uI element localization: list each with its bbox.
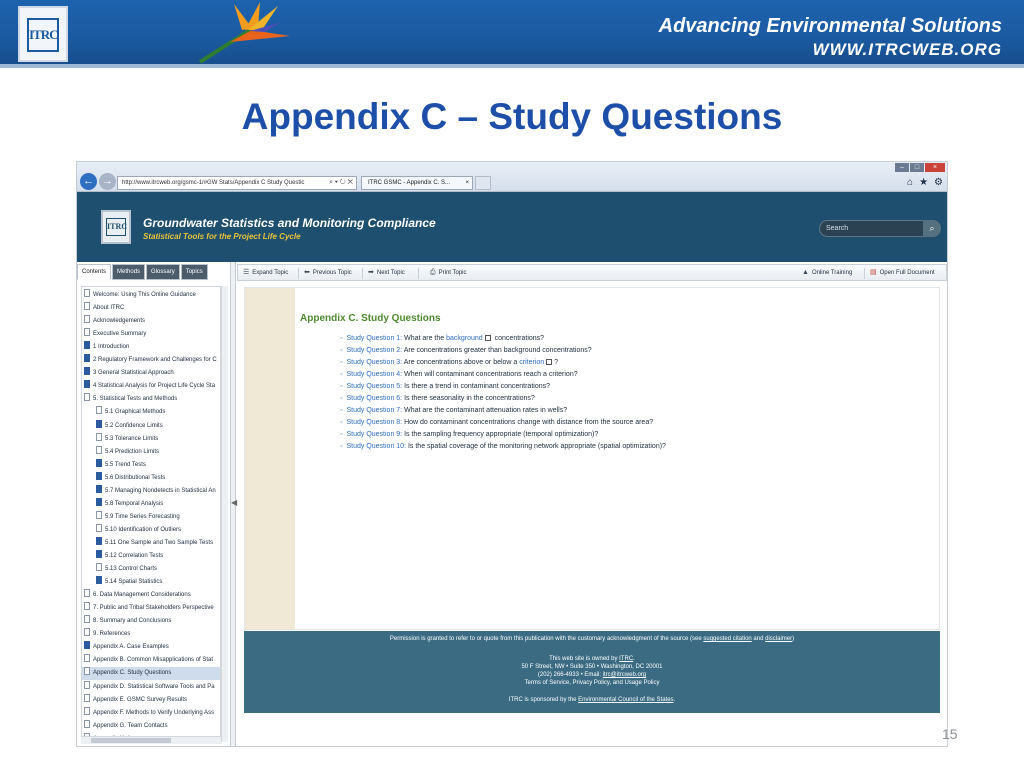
tree-item-label: 5.5 Trend Tests: [105, 461, 146, 468]
banner-url: WWW.ITRCWEB.ORG: [812, 40, 1002, 59]
bird-of-paradise-icon: [190, 0, 300, 64]
book-icon: [96, 537, 102, 545]
window-controls: [894, 163, 945, 172]
glossary-popup-icon[interactable]: [546, 359, 552, 365]
glossary-term-link[interactable]: background: [446, 335, 483, 342]
study-question-link[interactable]: Study Question 10:: [346, 443, 407, 450]
permission-pre: Permission is granted to refer to or quote from this publication with the customary acknowledgment of the source (see: [389, 636, 704, 642]
book-icon: [96, 576, 102, 584]
content-title: Appendix C. Study Questions: [300, 313, 441, 324]
book-icon: [96, 420, 102, 428]
tree-item[interactable]: [82, 681, 221, 694]
tree-item-label: Appendix E. GSMC Survey Results: [93, 696, 188, 703]
content-stripe: [245, 288, 295, 629]
topic-toolbar: [237, 264, 947, 281]
address-bar[interactable]: [117, 176, 357, 190]
tree-item[interactable]: [82, 472, 221, 485]
question-text: Is there seasonality in the concentrations?: [402, 395, 535, 402]
search-input[interactable]: [819, 220, 941, 237]
address-text: 50 F Street, NW • Suite 350 • Washington, DC 20001: [521, 664, 663, 670]
bullet-icon: ◦: [340, 395, 343, 402]
study-question-link[interactable]: Study Question 1:: [346, 335, 403, 342]
tree-item[interactable]: [82, 628, 221, 641]
book-icon: [96, 498, 102, 506]
itrc-link[interactable]: ITRC: [619, 656, 634, 662]
study-question-list: [340, 333, 930, 453]
page-icon: [96, 511, 102, 519]
tree-item[interactable]: [82, 641, 221, 654]
sponsor-text: [244, 696, 940, 704]
study-question-link[interactable]: Study Question 4:: [346, 371, 403, 378]
browser-screenshot: [76, 161, 948, 747]
minimize-button[interactable]: –: [895, 163, 909, 172]
tab-close-icon[interactable]: ×: [465, 180, 469, 186]
owner-post: .: [633, 656, 635, 662]
study-question-item: [340, 357, 930, 369]
tree-item-label: 5.1 Graphical Methods: [105, 409, 166, 416]
question-text-end: ?: [554, 359, 559, 366]
tree-item[interactable]: [82, 420, 221, 433]
tree-item[interactable]: [82, 550, 221, 563]
tree-vertical-scrollbar[interactable]: [221, 286, 228, 742]
expand-icon: ☰: [243, 269, 250, 276]
tree-item[interactable]: [82, 511, 221, 524]
study-question-link[interactable]: Study Question 3:: [346, 359, 403, 366]
tab-methods[interactable]: Methods: [112, 264, 145, 280]
tree-item[interactable]: [82, 563, 221, 576]
tree-item[interactable]: [82, 615, 221, 628]
address-controls[interactable]: ⌕ ▾ ↻ ✕: [329, 179, 353, 186]
address-text: http://www.itrcweb.org/gsmc-1/#GW Stats/Appendix C Study Questic: [122, 180, 305, 186]
site-logo-text: ITRC: [106, 218, 126, 236]
study-question-item: [340, 417, 930, 429]
book-icon: [84, 341, 90, 349]
site-title: Groundwater Statistics and Monitoring Compliance: [143, 216, 436, 230]
study-question-item: [340, 405, 930, 417]
book-icon: [84, 354, 90, 362]
bullet-icon: ◦: [340, 347, 343, 354]
print-topic-label: Print Topic: [438, 270, 467, 276]
tree-item-label: 8. Summary and Conclusions: [93, 618, 172, 625]
tree-item-label: 5.6 Distributional Tests: [105, 474, 166, 481]
close-button[interactable]: ×: [925, 163, 945, 172]
expand-topic-label: Expand Topic: [252, 270, 289, 276]
home-icon[interactable]: ⌂: [907, 177, 914, 188]
contents-tree: [81, 286, 221, 742]
tree-item-label: 5.7 Managing Nondetects in Statistical An: [105, 487, 216, 494]
tree-item-label: Appendix A. Case Examples: [93, 644, 169, 651]
page-icon: [84, 707, 90, 715]
page-icon: [84, 289, 90, 297]
back-icon[interactable]: ←: [80, 173, 97, 190]
tree-item[interactable]: [82, 302, 221, 315]
tree-item[interactable]: [82, 720, 221, 733]
page-icon: [84, 628, 90, 636]
page-icon: [84, 328, 90, 336]
tab-glossary[interactable]: Glossary: [146, 264, 180, 280]
page-icon: [84, 681, 90, 689]
tree-item-label: 5. Statistical Tests and Methods: [93, 396, 178, 403]
tab-label: ITRC GSMC - Appendix C. S...: [368, 180, 451, 186]
page-icon: [84, 720, 90, 728]
tab-topics[interactable]: Topics: [181, 264, 208, 280]
tree-item[interactable]: [82, 707, 221, 720]
page-icon: [96, 406, 102, 414]
topic-content: [244, 287, 940, 630]
toolbar-divider: [864, 268, 865, 279]
tree-item-label: 5.4 Prediction Limits: [105, 448, 160, 455]
tree-item-label: 5.14 Spatial Statistics: [105, 579, 163, 586]
slide-title: Appendix C – Study Questions: [241, 96, 783, 137]
new-tab-button[interactable]: [475, 176, 491, 190]
collapse-arrow-icon[interactable]: ◀: [231, 498, 238, 507]
contact-pre: (202) 266-4933 • Email:: [537, 672, 603, 678]
site-footer: [244, 631, 940, 713]
tree-item[interactable]: [82, 694, 221, 707]
tree-item-label: Appendix C. Study Questions: [93, 670, 172, 677]
permission-text: [244, 635, 940, 643]
tree-item-label: 2 Regulatory Framework and Challenges for C: [93, 357, 217, 364]
online-training-label: Online Training: [811, 270, 853, 276]
question-text-end: concentrations?: [492, 335, 545, 342]
book-icon: [84, 367, 90, 375]
tree-item[interactable]: [82, 341, 221, 354]
book-icon: [84, 380, 90, 388]
tree-horizontal-scrollbar[interactable]: [81, 736, 221, 744]
study-question-link[interactable]: Study Question 8:: [346, 419, 403, 426]
page-icon: [84, 302, 90, 310]
tree-item[interactable]: [82, 498, 221, 511]
tree-item[interactable]: [82, 289, 221, 302]
tree-item[interactable]: [82, 393, 221, 406]
question-text: What are the: [402, 335, 447, 342]
browser-chrome: [77, 162, 948, 192]
page-icon: [96, 524, 102, 532]
study-question-item: [340, 441, 930, 453]
study-question-item: [340, 393, 930, 405]
pdf-icon: ▤: [870, 269, 877, 276]
tree-item-label: Appendix G. Team Contacts: [93, 722, 168, 729]
sponsor-pre: ITRC is sponsored by the: [508, 697, 579, 703]
question-text: Is the spatial coverage of the monitoring network appropriate (spatial optimization)?: [406, 443, 666, 450]
tree-item-label: 5.9 Time Series Forecasting: [105, 513, 180, 520]
tree-item-label: 4 Statistical Analysis for Project Life Cycle Sta: [93, 383, 216, 390]
question-text: Is the sampling frequency appropriate (temporal optimization)?: [402, 431, 599, 438]
bullet-icon: ◦: [340, 359, 343, 366]
page-icon: [84, 667, 90, 675]
study-question-item: [340, 369, 930, 381]
itrc-logo: [18, 6, 68, 62]
study-question-item: [340, 345, 930, 357]
tab-contents[interactable]: Contents: [77, 264, 111, 280]
nav-tabs: [77, 264, 231, 280]
glossary-term-link[interactable]: criterion: [519, 359, 545, 366]
training-icon: ▲: [802, 269, 809, 276]
email-link[interactable]: itrc@itrcweb.org: [602, 672, 647, 678]
tree-item-label: 1 Introduction: [93, 344, 130, 351]
site-logo[interactable]: [101, 210, 131, 244]
and-text: and: [751, 636, 766, 642]
page-icon: [84, 654, 90, 662]
tree-item[interactable]: [82, 433, 221, 446]
tagline-text: Advancing Environmental Solutions: [658, 15, 1002, 37]
print-icon: ⎙: [430, 269, 436, 276]
online-training-button[interactable]: [802, 265, 852, 281]
left-navigation: [77, 262, 231, 747]
page-icon: [96, 446, 102, 454]
study-question-item: [340, 429, 930, 441]
pane-splitter[interactable]: [231, 262, 236, 747]
tree-item-label: 5.2 Confidence Limits: [105, 422, 163, 429]
tree-item-label: 6. Data Management Considerations: [93, 592, 191, 599]
next-topic-label: Next Topic: [376, 270, 405, 276]
tree-item-label: 5.10 Identification of Outliers: [105, 526, 182, 533]
open-full-document-label: Open Full Document: [879, 270, 935, 276]
page-icon: [96, 433, 102, 441]
tree-item-label: 5.8 Temporal Analysis: [105, 500, 164, 507]
tree-item-label: 5.13 Control Charts: [105, 566, 158, 573]
previous-topic-button[interactable]: [304, 265, 352, 281]
tree-item-label: Appendix D. Statistical Software Tools and Pa: [93, 683, 215, 690]
sponsor-post: .: [673, 697, 676, 703]
tree-item-label: 3 General Statistical Approach: [93, 370, 174, 377]
tree-item[interactable]: [82, 406, 221, 419]
page-icon: [84, 589, 90, 597]
tree-item[interactable]: [82, 589, 221, 602]
next-topic-button[interactable]: [368, 265, 405, 281]
tree-item-label: Appendix F. Methods to Verify Underlying Ass: [93, 709, 215, 716]
page-icon: [84, 602, 90, 610]
print-topic-button[interactable]: [430, 265, 467, 281]
tree-item-label: 9. References: [93, 631, 131, 638]
study-question-link[interactable]: Study Question 2:: [346, 347, 403, 354]
tree-item-label: 5.11 One Sample and Two Sample Tests: [105, 539, 214, 546]
search-placeholder: Search: [826, 225, 849, 232]
study-question-link[interactable]: Study Question 6:: [346, 395, 403, 402]
site-subtitle: Statistical Tools for the Project Life Cycle: [143, 232, 301, 241]
favorites-icon[interactable]: ★: [919, 177, 929, 188]
previous-topic-label: Previous Topic: [312, 270, 352, 276]
tree-item-label: About ITRC: [93, 305, 125, 312]
question-text: Are concentrations greater than background concentrations?: [402, 347, 592, 354]
maximize-button[interactable]: □: [910, 163, 924, 172]
bullet-icon: ◦: [340, 443, 343, 450]
glossary-popup-icon[interactable]: [485, 335, 491, 341]
tree-item-label: Appendix B. Common Misapplications of Stat: [93, 657, 214, 664]
tree-item[interactable]: [82, 367, 221, 380]
book-icon: [96, 550, 102, 558]
tree-item[interactable]: [82, 328, 221, 341]
itrc-logo-text: ITRC: [27, 18, 59, 52]
study-question-item: [340, 381, 930, 393]
tree-item[interactable]: [82, 537, 221, 550]
browser-tools: [901, 177, 943, 188]
toolbar-divider: [298, 268, 299, 279]
tree-item[interactable]: [82, 602, 221, 615]
book-icon: [84, 641, 90, 649]
question-text: Is there a trend in contaminant concentrations?: [402, 383, 551, 390]
page-icon: [96, 563, 102, 571]
tree-item[interactable]: [82, 576, 221, 589]
study-question-item: [340, 333, 930, 345]
tree-item[interactable]: [82, 315, 221, 328]
expand-topic-button[interactable]: [243, 265, 288, 281]
toolbar-divider: [362, 268, 363, 279]
tree-item[interactable]: [82, 380, 221, 393]
owner-text: [244, 655, 940, 663]
browser-tab[interactable]: [361, 176, 473, 190]
bullet-icon: ◦: [340, 431, 343, 438]
slide-number: 15: [942, 726, 958, 742]
tree-item[interactable]: [82, 654, 221, 667]
bullet-icon: ◦: [340, 335, 343, 342]
owner-pre: This web site is owned by: [549, 656, 620, 662]
study-question-link[interactable]: Study Question 9:: [346, 431, 403, 438]
tree-item[interactable]: [82, 524, 221, 537]
scroll-thumb[interactable]: [91, 738, 171, 743]
bullet-icon: ◦: [340, 371, 343, 378]
search-icon[interactable]: ⌕: [923, 220, 941, 237]
terms-link[interactable]: Terms of Service, Privacy Policy, and Usage Policy: [524, 680, 660, 686]
book-icon: [96, 459, 102, 467]
open-book-icon: [84, 393, 90, 401]
tree-item[interactable]: [82, 459, 221, 472]
page-icon: [84, 615, 90, 623]
banner-strip: [0, 64, 1024, 68]
tree-item-label: Welcome: Using This Online Guidance: [93, 292, 196, 298]
page-icon: [84, 315, 90, 323]
book-icon: [96, 485, 102, 493]
tree-item[interactable]: [82, 354, 221, 367]
book-icon: [96, 472, 102, 480]
tree-item-label: Executive Summary: [93, 331, 147, 338]
question-text: What are the contaminant attenuation rates in wells?: [402, 407, 568, 414]
suggested-citation-link[interactable]: suggested citation: [703, 636, 752, 642]
next-icon: ➡: [368, 269, 374, 276]
tree-item-label: 5.3 Tolerance Limits: [105, 435, 159, 442]
tree-item[interactable]: [82, 485, 221, 498]
question-text: When will contaminant concentrations reach a criterion?: [402, 371, 578, 378]
page-icon: [84, 694, 90, 702]
permission-post: ): [792, 636, 795, 642]
tree-item-label: 5.12 Correlation Tests: [105, 553, 164, 559]
disclaimer-link[interactable]: disclaimer: [765, 636, 793, 642]
banner-tagline: [659, 14, 1002, 62]
site-header: [77, 192, 948, 262]
tree-item-label: 7. Public and Tribal Stakeholders Perspective: [93, 605, 214, 612]
tree-item[interactable]: [82, 667, 221, 680]
previous-icon: ⬅: [304, 269, 310, 276]
tree-item-label: Acknowledgements: [93, 318, 146, 325]
study-question-link[interactable]: Study Question 5:: [346, 383, 403, 390]
bullet-icon: ◦: [340, 383, 343, 390]
open-full-document-button[interactable]: [870, 265, 935, 281]
bullet-icon: ◦: [340, 407, 343, 414]
forward-icon[interactable]: →: [99, 173, 116, 190]
toolbar-divider: [418, 268, 419, 279]
settings-icon[interactable]: ⚙: [934, 177, 943, 188]
study-question-link[interactable]: Study Question 7:: [346, 407, 403, 414]
tree-item[interactable]: [82, 446, 221, 459]
question-text: How do contaminant concentrations change with distance from the source area?: [402, 419, 654, 426]
question-text: Are concentrations above or below a: [402, 359, 520, 366]
itrc-banner: [0, 0, 1024, 68]
ecos-link[interactable]: Environmental Council of the States: [578, 697, 674, 703]
bullet-icon: ◦: [340, 419, 343, 426]
contact-text: [244, 671, 940, 679]
